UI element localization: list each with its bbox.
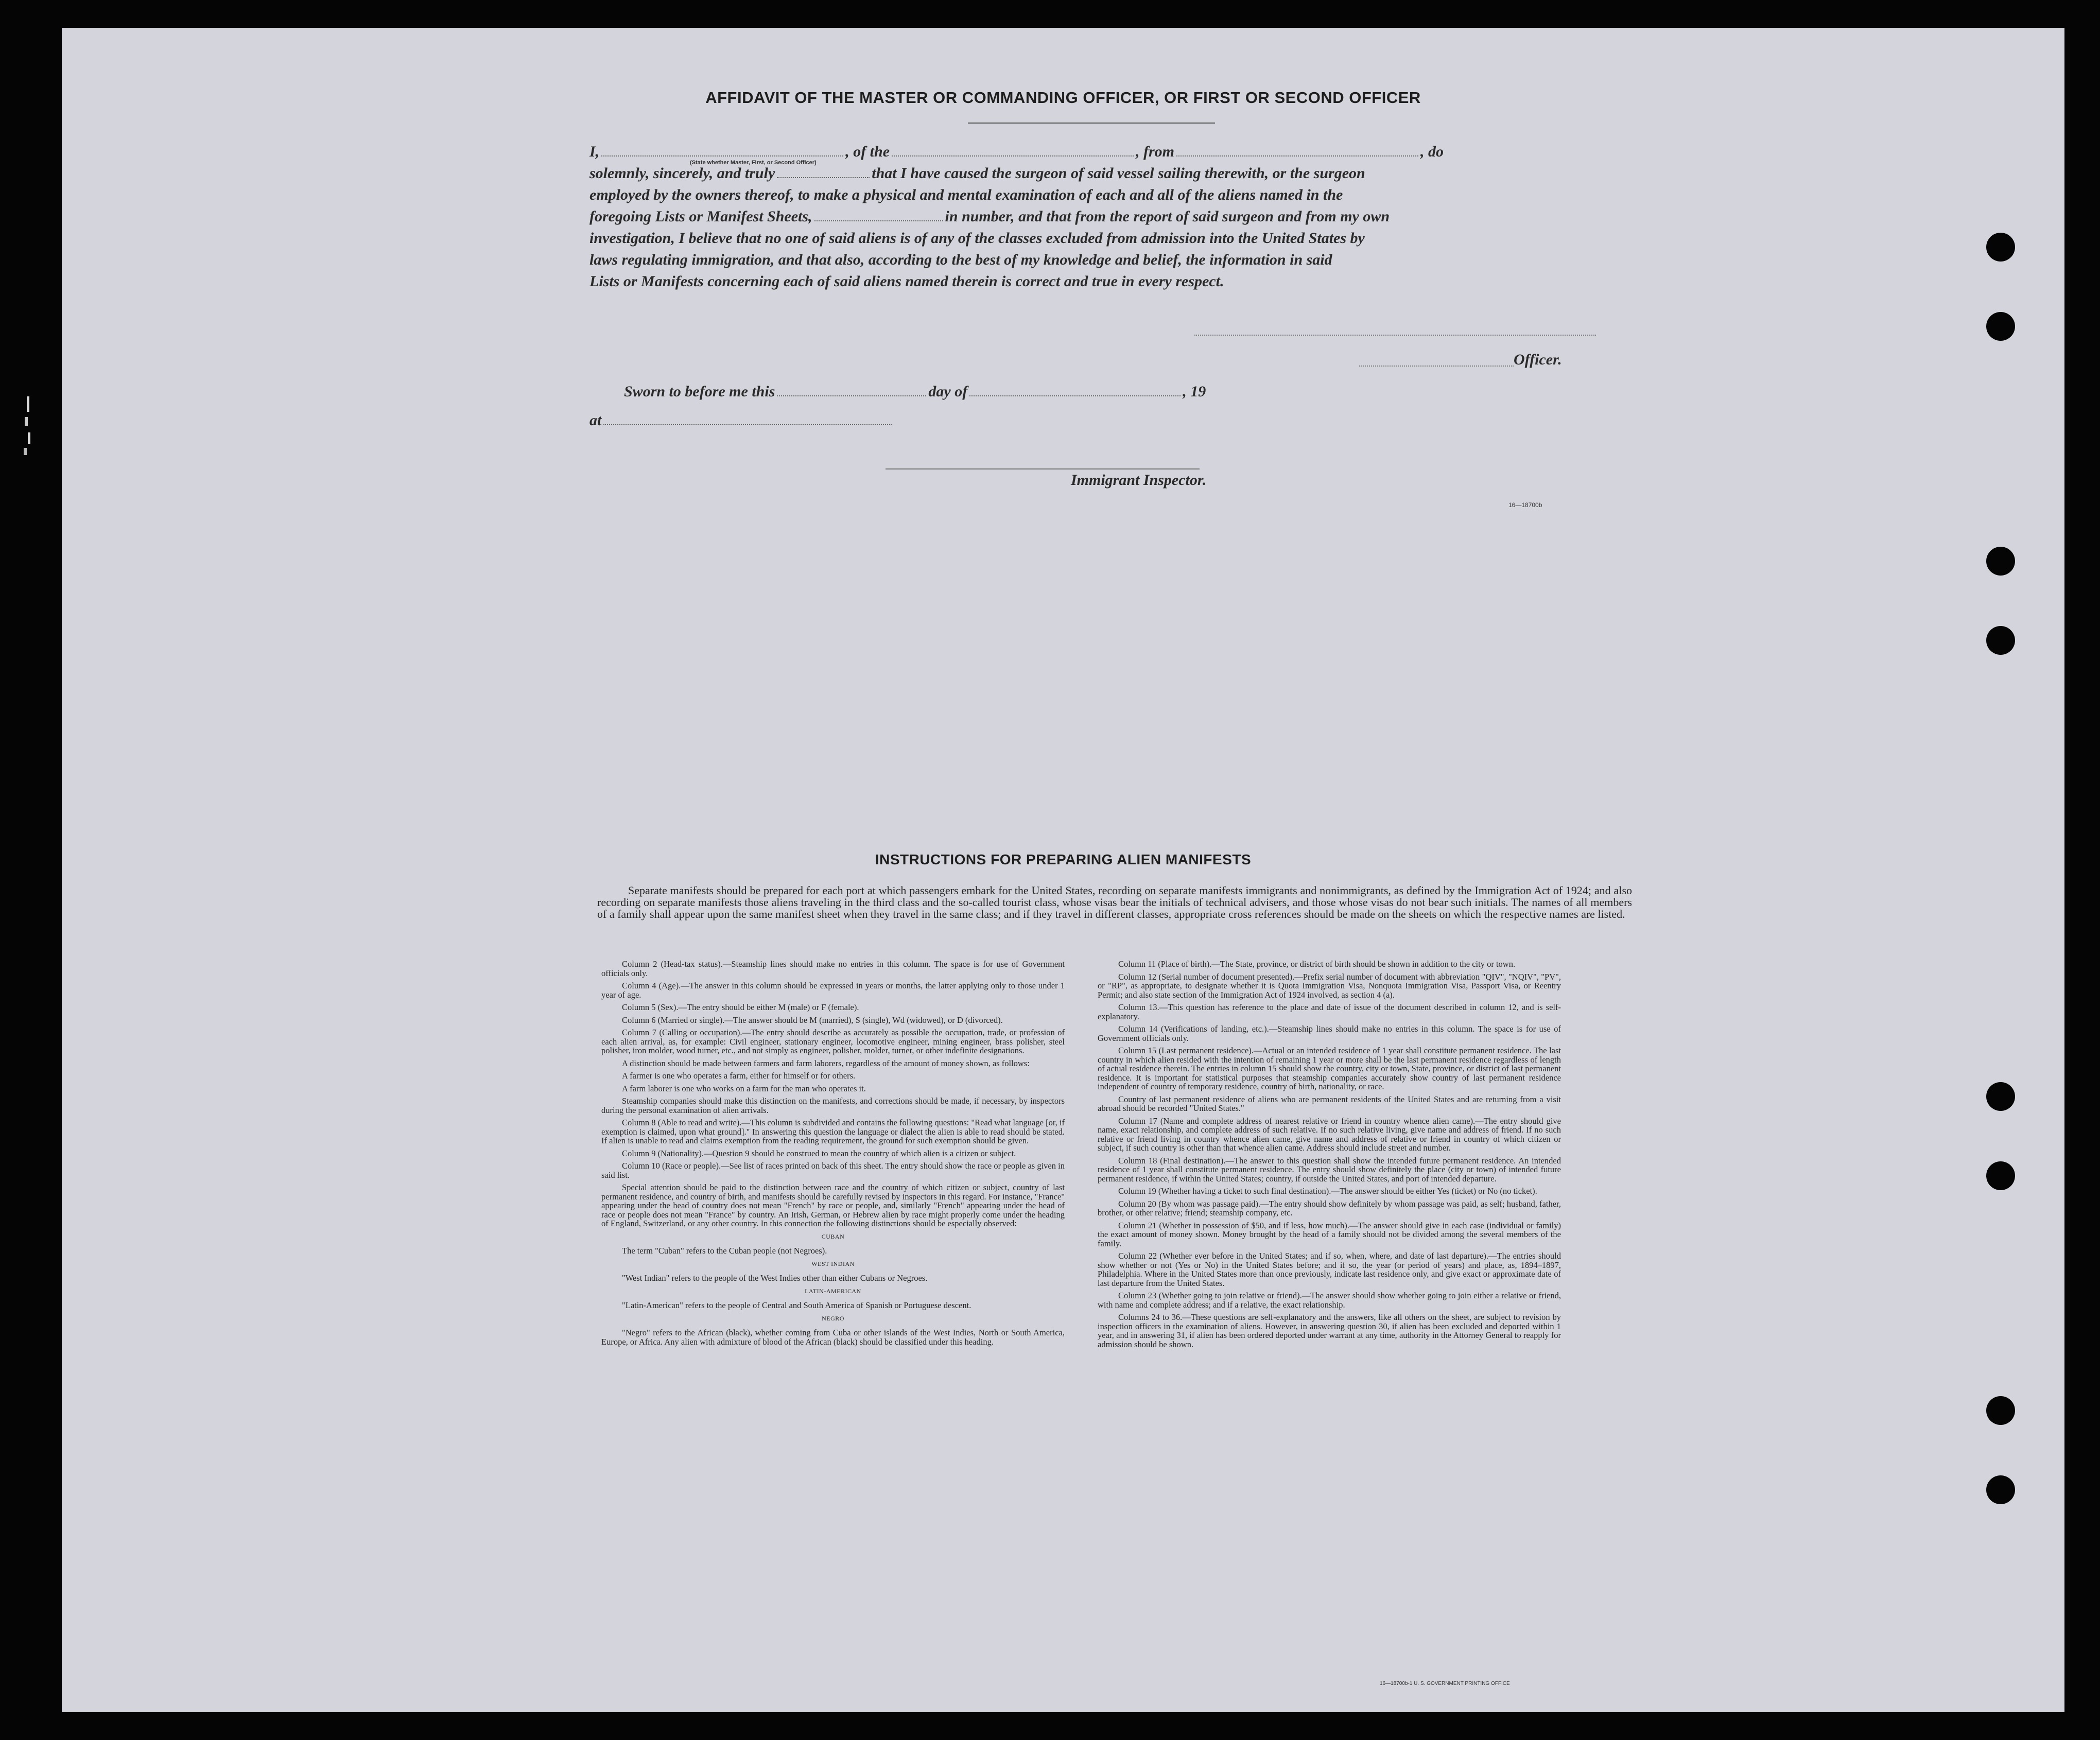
text: I, xyxy=(589,143,600,160)
text: , 19 xyxy=(1183,383,1206,400)
punch-hole xyxy=(1986,1396,2015,1425)
instructions-intro: Separate manifests should be prepared for each port at which passengers embark for the United States, recording on separate manifests immigrants and nonimmigrants, as defined by the Immigration Act of 1924; and also recording on separate manifests those aliens traveling in the third class and the so-called tourist class, whose visas bear the initials of technical advisers, and those whose visas do not bear such initials. The names of all members of a family shall appear upon the same manifest sheet when they travel in the same class; and if they travel in different classes, appropriate cross references should be made on the sheets on which the respective names are listed. xyxy=(597,884,1632,920)
paragraph: Column 21 (Whether in possession of $50, and if less, how much).—The answer should give in each case (individual or family) the exact amount of money shown. Money brought by the head of a family should not be divided among the several members of the family. xyxy=(1098,1220,1561,1248)
paragraph: Special attention should be paid to the distinction between race and the country of which citizen or subject, country of last permanent residence, and country of birth, and manifests should be carefully revised by inspectors in this regard. For instance, "France" appearing under the head of country does not mean "French" by race or people, and, similarly "French" appearing under the head of race or people does not mean "France" by country. An Irish, German, or Hebrew alien by race might properly come under the heading of England, Switzerland, or any other country. In this connection the following distinctions should be especially observed: xyxy=(601,1182,1065,1228)
form-number: 16—18700b xyxy=(1508,501,1542,509)
blank-field[interactable] xyxy=(777,168,870,178)
paragraph: Steamship companies should make this distinction on the manifests, and corrections should be made, if necessary, by inspectors during the personal examination of alien arrivals. xyxy=(601,1096,1065,1115)
affidavit-line-3: employed by the owners thereof, to make a physical and mental examination of each and all of the aliens named in the xyxy=(589,186,1343,203)
paragraph: Column 13.—This question has reference to the place and date of issue of the document described in column 12, and is self-explanatory. xyxy=(1098,1002,1561,1021)
blank-field[interactable] xyxy=(603,415,892,425)
punch-hole xyxy=(1986,1082,2015,1111)
paragraph: Column 19 (Whether having a ticket to such final destination).—The answer should be either Yes (ticket) or No (no ticket). xyxy=(1118,1186,1537,1196)
paragraph: Columns 24 to 36.—These questions are self-explanatory and the answers, like all others on the sheet, are subject to revision by inspection officers in the examination of aliens. However, in answering question 30, if alien has been excluded and deported within 1 year, and in answering 31, if alien has been ordered deported under warrant at any time, authority in the Attorney General to reapply for admission should be shown. xyxy=(1098,1312,1561,1349)
paragraph: Column 2 (Head-tax status).—Steamship lines should make no entries in this column. The space is for use of Government officials only. xyxy=(601,959,1065,978)
at-line xyxy=(589,412,894,429)
paragraph: Column 12 (Serial number of document presented).—Prefix serial number of document with abbreviation "QIV", "NQIV", "PV", or "RP", as appropriate, to designate whether it is Quota Immigration Visa, Nonquota Immigration Visa, Passport Visa, or Reentry Permit; and also state section of the Immigration Act of 1924 involved, as section 4 (a). xyxy=(1098,971,1561,1000)
instructions-title: INSTRUCTIONS FOR PREPARING ALIEN MANIFESTS xyxy=(875,851,1252,867)
officer-label: Officer. xyxy=(1514,351,1562,368)
paragraph: Column 15 (Last permanent residence).—Actual or an intended residence of 1 year shall constitute permanent residence. The last country in which alien resided with the intention of remaining 1 year or more shall be the last permanent residence regardless of length of actual residence therein. The entries in column 15 should show the country, city or town, State, province, or district of last permanent residence. It is important for statistical purposes that steamship companies accurately show country of last permanent residence independent of country of temporary residence, country of birth, nationality, or race. xyxy=(1098,1046,1561,1091)
instructions-left-column xyxy=(601,960,1065,1350)
text: solemnly, sincerely, and truly xyxy=(589,165,775,182)
punch-hole xyxy=(1986,1475,2015,1504)
blank-field[interactable] xyxy=(892,146,1134,156)
sworn-line xyxy=(624,383,1206,401)
paragraph: Column 9 (Nationality).—Question 9 should be construed to mean the country of which alien is a citizen or subject. xyxy=(622,1148,1016,1158)
blank-field[interactable] xyxy=(601,146,843,156)
affidavit-line-6: laws regulating immigration, and that also, according to the best of my knowledge and belief, the information in said xyxy=(589,251,1332,268)
paragraph: Country of last permanent residence of aliens who are permanent residents of the United States and are returning from a visit abroad should be recorded "United States." xyxy=(1098,1094,1561,1113)
affidavit-line-5: investigation, I believe that no one of said aliens is of any of the classes excluded from admission into the United States by xyxy=(589,230,1365,247)
inspector-signature-line[interactable] xyxy=(886,468,1200,469)
paragraph: A farmer is one who operates a farm, either for himself or for others. xyxy=(622,1071,856,1081)
paragraph: Column 20 (By whom was passage paid).—The entry should show definitely by whom passage was paid, as self; husband, father, brother, or other relative; friend; steamship company, etc. xyxy=(1098,1198,1561,1217)
paragraph: A distinction should be made between farmers and farm laborers, regardless of the amount of money shown, as follows: xyxy=(622,1058,1030,1068)
section-heading: NEGRO xyxy=(822,1314,844,1322)
paragraph: Column 8 (Able to read and write).—This column is subdivided and contains the following questions: "Read what language [or, if exemption is claimed, upon what ground]." In answering this question the language or dialect the alien is able to read should be stated. If alien is unable to read and claims exemption from the reading requirement, the ground for such exemption should be given. xyxy=(601,1118,1065,1145)
paragraph: Column 14 (Verifications of landing, etc.).—Steamship lines should make no entries in this column. The space is for use of Government officials only. xyxy=(1098,1024,1561,1043)
text: , do xyxy=(1420,143,1444,160)
paragraph: Column 5 (Sex).—The entry should be either M (male) or F (female). xyxy=(622,1002,859,1012)
paragraph: Column 17 (Name and complete address of nearest relative or friend in country whence alien came).—The entry should give name, exact relationship, and complete address of such relative. If no such relative living, give name and address of friend. If no such relative or friend living in country whence alien came, give name and address of relative or friend in country of which citizen or subject, if such country is other than that whence alien came. Address should include street and number. xyxy=(1098,1116,1561,1153)
blank-field[interactable] xyxy=(969,386,1181,396)
officer-signature-line[interactable] xyxy=(1194,335,1596,336)
text: foregoing Lists or Manifest Sheets, xyxy=(589,208,812,225)
blank-field[interactable] xyxy=(777,386,926,396)
paragraph: Column 22 (Whether ever before in the United States; and if so, when, where, and date of last departure).—The entries should show whether or not (Yes or No) in the United States before; and if so, the year (or period of years) and place, as, 1894–1897, Philadelphia. Where in the United States more than once previously, indicate last residence only, and give exact or approximate date of last departure from the United States. xyxy=(1098,1251,1561,1288)
text: , of the xyxy=(845,143,890,160)
text: Sworn to before me this xyxy=(624,383,775,400)
punch-hole xyxy=(1986,233,2015,262)
affidavit-line-7: Lists or Manifests concerning each of said aliens named therein is correct and true in every respect. xyxy=(589,273,1224,290)
text: in number, and that from the report of said surgeon and from my own xyxy=(945,208,1390,225)
officer-title-line[interactable] xyxy=(1359,366,1514,367)
paragraph: Column 11 (Place of birth).—The State, province, or district of birth should be shown in addition to the city or town. xyxy=(1118,959,1516,969)
paragraph: "West Indian" refers to the people of the West Indies other than either Cubans or Negroes. xyxy=(622,1273,928,1283)
affidavit-line-4 xyxy=(589,206,1632,228)
section-heading: LATIN-AMERICAN xyxy=(805,1287,861,1295)
paragraph: Column 18 (Final destination).—The answer to this question shall show the intended future permanent residence. An intended residence of 1 year shall constitute permanent residence. The entry should show definitely the place (city or town) of intended future permanent residence, if within the United States; country, if outside the United States, and port of intended departure. xyxy=(1098,1155,1561,1184)
paragraph: "Negro" refers to the African (black), whether coming from Cuba or other islands of the West Indies, North or South America, Europe, or Africa. Any alien with admixture of blood of the African (black) should be classified under this heading. xyxy=(601,1328,1065,1347)
blank-field[interactable] xyxy=(814,211,943,221)
text: that I have caused the surgeon of said vessel sailing therewith, or the surgeon xyxy=(872,165,1365,182)
manifest-sheet xyxy=(62,28,2064,1712)
paragraph: The term "Cuban" refers to the Cuban people (not Negroes). xyxy=(622,1246,827,1256)
margin-mark xyxy=(21,396,36,458)
section-heading: WEST INDIAN xyxy=(811,1260,855,1267)
paragraph: Column 6 (Married or single).—The answer should be M (married), S (single), Wd (widowed), or D (divorced). xyxy=(622,1015,1003,1025)
punch-hole xyxy=(1986,1161,2015,1190)
text: day of xyxy=(928,383,968,400)
blank-field[interactable] xyxy=(1176,146,1418,156)
inspector-label: Immigrant Inspector. xyxy=(1071,472,1207,489)
paragraph: Column 23 (Whether going to join relative or friend).—The answer should show whether going to join either a relative or friend, with name and complete address; and if a relative, the exact relationship. xyxy=(1098,1291,1561,1310)
affidavit-title: AFFIDAVIT OF THE MASTER OR COMMANDING OFFICER, OR FIRST OR SECOND OFFICER xyxy=(705,89,1421,107)
paragraph: Column 7 (Calling or occupation).—The entry should describe as accurately as possible the occupation, trade, or profession of each alien arrival, as, for example: Civil engineer, stationary engineer, locomotive engineer, mining engineer, brass polisher, steel polisher, iron molder, wood turner, etc., and not simply as engineer, polisher, molder, turner, or other indefinite designations. xyxy=(601,1028,1065,1055)
paragraph: "Latin-American" refers to the people of Central and South America of Spanish or Portuguese descent. xyxy=(622,1300,971,1310)
section-heading: CUBAN xyxy=(821,1232,845,1240)
affidavit-line-2 xyxy=(589,163,1632,184)
text: at xyxy=(589,412,602,429)
instructions-right-column xyxy=(1098,960,1561,1352)
punch-hole xyxy=(1986,626,2015,655)
printing-office-footer: 16—18700b-1 U. S. GOVERNMENT PRINTING OFFICE xyxy=(1380,1681,1510,1686)
paragraph: Column 10 (Race or people).—See list of races printed on back of this sheet. The entry should show the race or people as given in said list. xyxy=(601,1161,1065,1180)
sub-note: (State whether Master, First, or Second Officer) xyxy=(690,160,817,166)
paragraph: A farm laborer is one who works on a farm for the man who operates it. xyxy=(622,1083,866,1093)
punch-hole xyxy=(1986,312,2015,341)
paragraph: Column 4 (Age).—The answer in this column should be expressed in years or months, the latter applying only to those under 1 year of age. xyxy=(601,981,1065,1000)
punch-hole xyxy=(1986,547,2015,576)
text: , from xyxy=(1136,143,1175,160)
title-rule xyxy=(968,123,1215,124)
